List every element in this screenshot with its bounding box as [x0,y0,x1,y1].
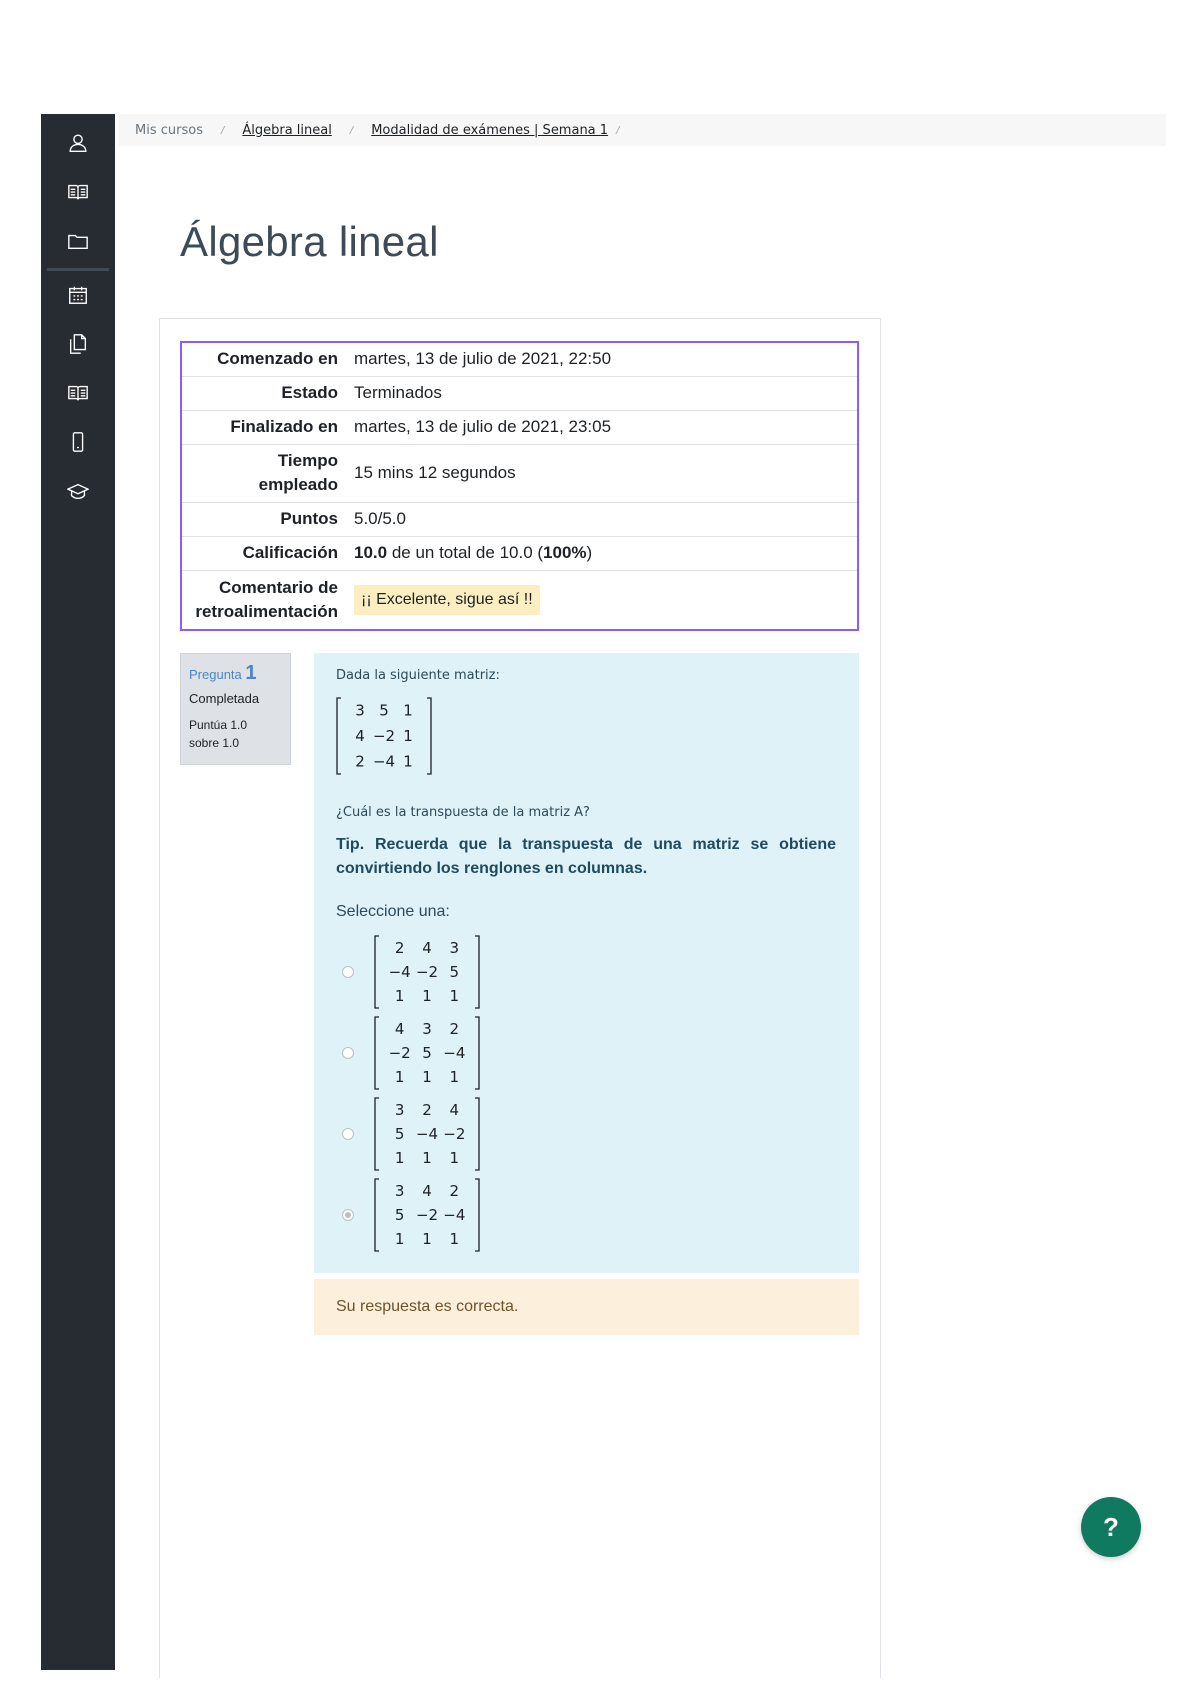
matrix-cell: −4 [388,963,411,981]
matrix-cell: 3 [449,939,460,957]
library-icon[interactable] [63,378,93,408]
breadcrumb-separator: / [220,124,225,136]
matrix-cell: 4 [355,727,365,745]
matrix-cell: 1 [449,1068,460,1086]
breadcrumb-my-courses[interactable]: Mis cursos [135,122,203,138]
matrix-cell: 1 [403,727,413,745]
matrix-cell: 1 [403,752,413,771]
question-text: ¿Cuál es la transpuesta de la matriz A? [336,805,590,820]
breadcrumb-separator: / [349,124,354,136]
matrix-bracket-right [475,1179,479,1251]
matrix-cell: 3 [394,1101,405,1119]
grade-total: de un total de 10.0 ( [387,543,544,562]
grades-icon[interactable] [63,177,93,207]
matrix-bracket-right [475,936,479,1008]
matrix-cell: −4 [372,752,396,771]
summary-label: Estado [181,376,348,410]
question-outcome [314,1279,859,1335]
given-matrix [334,696,434,776]
matrix-cell: −2 [372,727,396,745]
summary-label-line: retroalimentación [195,601,338,621]
select-label: Seleccione una: [336,903,450,920]
matrix-cell: 1 [449,1230,460,1248]
participants-icon[interactable] [63,128,93,158]
matrix-cell: 4 [422,939,432,957]
breadcrumb-course[interactable]: Álgebra lineal [242,122,332,138]
summary-value: 5.0/5.0 [348,502,858,536]
summary-label-line: empleado [258,475,338,494]
matrix-cell: −2 [443,1125,466,1143]
summary-label [181,570,348,630]
matrix-cell: 1 [422,1149,432,1167]
answer-option-2-radio[interactable] [342,1047,354,1059]
question-intro: Dada la siguiente matriz: [336,668,500,683]
matrix-cell: 1 [394,987,405,1005]
calendar-icon[interactable] [63,280,93,310]
matrix-cell: 2 [449,1020,460,1038]
summary-label: Puntos [181,502,348,536]
matrix-cell: 1 [449,1149,460,1167]
graduation-cap-icon[interactable] [63,476,93,506]
question-state: Completada [189,691,260,706]
matrix-cell: 5 [422,1044,432,1062]
breadcrumb-separator: / [616,124,620,136]
summary-label-line: Tiempo [277,451,338,470]
files-icon[interactable] [63,226,93,256]
summary-value [348,570,858,630]
matrix-cell: 1 [394,1230,405,1248]
summary-label-line: Comentario de [218,577,338,597]
matrix-cell: 1 [403,701,413,720]
grade-value: 10.0 [354,543,388,562]
matrix-bracket-left [375,1179,379,1251]
matrix-cell: 1 [394,1149,405,1167]
matrix-cell: 1 [422,1230,432,1248]
matrix-cell: −4 [443,1206,466,1224]
matrix-cell: −2 [388,1044,411,1062]
outcome-text: Su respuesta es correcta. [336,1298,519,1315]
matrix-cell: −2 [415,963,439,981]
question-grade-line: sobre 1.0 [189,736,240,750]
summary-label [181,444,348,502]
quiz-summary-table [180,341,859,631]
question-label: Pregunta [189,667,242,682]
matrix-cell: 2 [355,752,365,771]
matrix-bracket-left [375,1017,379,1089]
breadcrumb-section[interactable]: Modalidad de exámenes | Semana 1 [371,122,609,138]
breadcrumb [118,114,1166,146]
matrix-cell: 5 [449,963,460,981]
summary-label: Comenzado en [217,349,338,369]
summary-row-state [181,376,858,410]
matrix-cell: 4 [394,1020,405,1038]
matrix-bracket-left [375,1098,379,1170]
question-tip: Tip. Recuerda que la transpuesta de una matriz se obtiene convirtiendo los renglones en columnas. [336,836,836,877]
grade-close: ) [586,543,593,562]
summary-value: 15 mins 12 segundos [348,444,858,502]
matrix-cell: 1 [449,987,460,1005]
help-button[interactable]: ? [1081,1497,1141,1557]
matrix-cell: −4 [415,1125,439,1143]
question-info [180,653,291,765]
page-title: Álgebra lineal [180,218,439,265]
question-grade-line: Puntúa 1.0 [189,718,248,732]
summary-label: Finalizado en [181,410,348,444]
answer-option-4-matrix[interactable] [372,1177,482,1253]
matrix-cell: 2 [422,1101,432,1119]
matrix-cell: 3 [422,1020,432,1038]
matrix-cell: 4 [449,1101,460,1119]
summary-value [348,536,858,570]
summary-row-started [181,342,858,376]
question-content [314,653,859,1273]
summary-row-points [181,502,858,536]
summary-row-feedback [181,570,858,630]
answer-option-2-matrix[interactable] [372,1015,482,1091]
matrix-cell: −2 [415,1206,439,1224]
answer-option-1-radio[interactable] [342,966,354,978]
matrix-cell: 3 [355,701,365,720]
mobile-icon[interactable] [63,427,93,457]
matrix-cell: 1 [422,987,432,1005]
answer-option-1-matrix[interactable] [372,934,482,1010]
matrix-cell: 1 [422,1068,432,1086]
summary-value: martes, 13 de julio de 2021, 23:05 [348,410,858,444]
matrix-cell: 5 [394,1125,405,1143]
left-drawer [41,114,115,1670]
question-grade [189,716,282,752]
drawer-divider [47,268,109,271]
summary-label: Calificación [181,536,348,570]
summary-row-grade [181,536,858,570]
matrix-cell: 1 [394,1068,405,1086]
feedback-badge: ¡¡ Excelente, sigue así !! [354,585,540,615]
answer-option-3-radio[interactable] [342,1128,354,1140]
matrix-cell: 2 [449,1182,460,1200]
matrix-cell: −4 [443,1044,466,1062]
matrix-bracket-right [475,1017,479,1089]
matrix-cell: 5 [379,701,389,720]
matrix-bracket-left [337,698,341,774]
summary-row-time [181,444,858,502]
matrix-cell: 5 [394,1206,405,1224]
summary-row-finished [181,410,858,444]
answer-option-3-matrix[interactable] [372,1096,482,1172]
matrix-cell: 3 [394,1182,405,1200]
matrix-bracket-right [475,1098,479,1170]
matrix-cell: 4 [422,1182,432,1200]
summary-value: martes, 13 de julio de 2021, 22:50 [354,349,612,369]
grade-percent: 100% [543,543,587,562]
matrix-cell: 2 [394,939,405,957]
summary-value: Terminados [348,376,858,410]
matrix-bracket-left [375,936,379,1008]
question-number: 1 [245,662,257,684]
matrix-bracket-right [427,698,431,774]
copy-icon[interactable] [63,329,93,359]
answer-option-4-radio[interactable] [342,1209,354,1221]
